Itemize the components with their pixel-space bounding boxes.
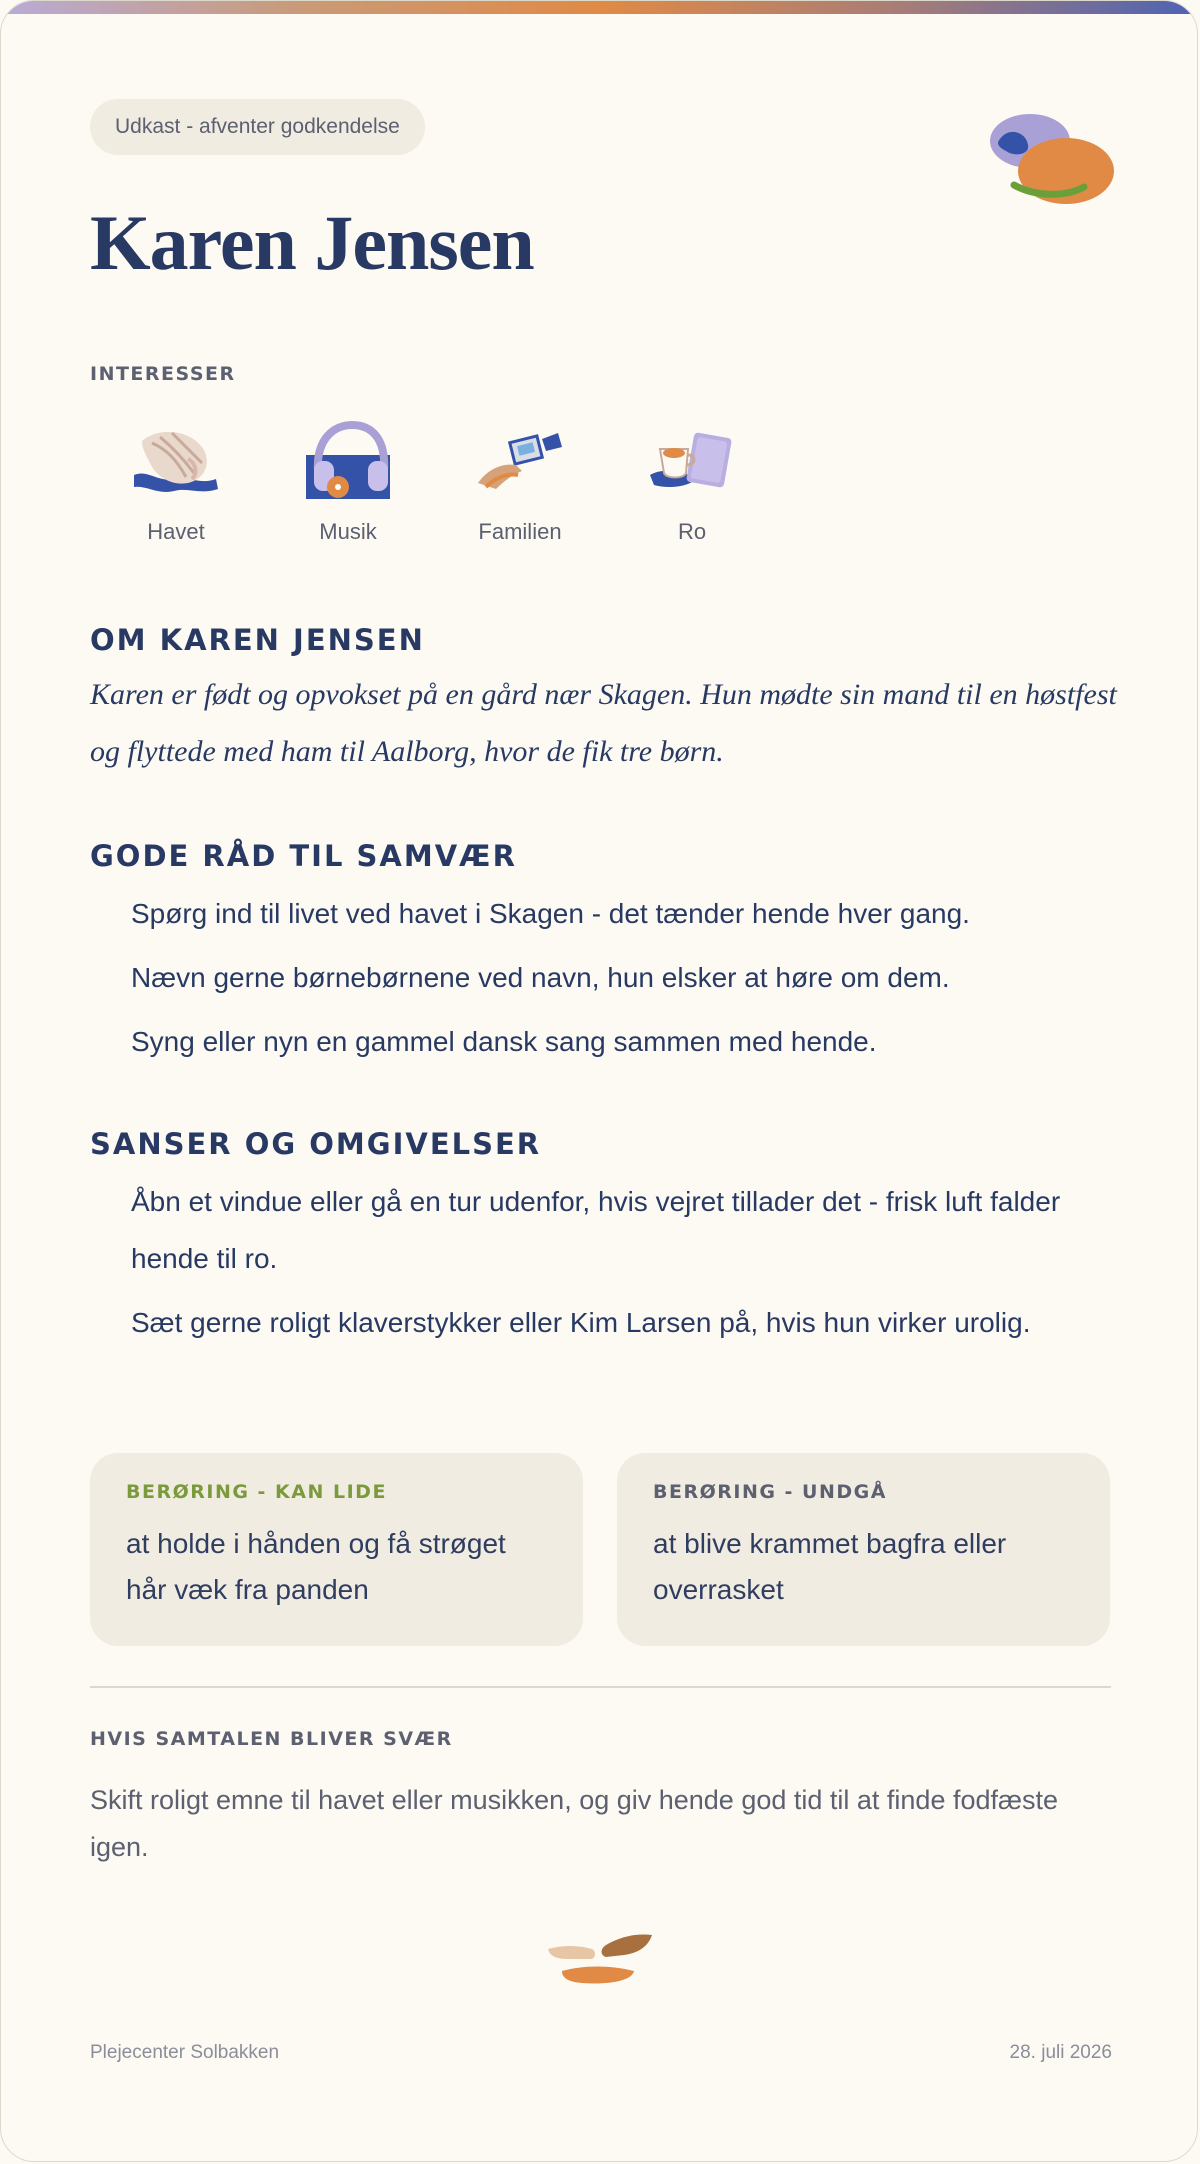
interest-musik <box>262 419 434 543</box>
touch-likes-title: BERØRING - KAN LIDE <box>126 1481 387 1503</box>
touch-avoid-text: at blive krammet bagfra eller overrasket <box>653 1528 1007 1605</box>
difficult-title: HVIS SAMTALEN BLIVER SVÆR <box>90 1728 453 1750</box>
section-divider <box>90 1686 1111 1688</box>
advice-list <box>131 885 1121 1070</box>
seashell-icon <box>128 419 224 501</box>
interest-label: Musik <box>319 519 377 544</box>
advice-title: GODE RÅD TIL SAMVÆR <box>90 839 517 873</box>
touch-avoid-panel <box>617 1453 1110 1646</box>
about-text: Karen er født og opvokset på en gård nær Skagen. Hun mødte sin mand til en høstfest og flyttede med ham til Aalborg, hvor de fik tre børn. <box>90 678 1117 768</box>
interest-familien <box>434 419 606 543</box>
touch-likes-text: at holde i hånden og få strøget hår væk fra panden <box>126 1528 506 1605</box>
status-badge: Udkast - afventer godkendelse <box>90 99 425 155</box>
resident-name: Karen Jensen <box>90 199 534 286</box>
interest-havet <box>90 419 262 543</box>
advice-item: Spørg ind til livet ved havet i Skagen - det tænder hende hver gang. <box>131 898 970 929</box>
about-title: OM KAREN JENSEN <box>90 623 425 657</box>
abstract-blobs-icon <box>988 109 1118 219</box>
interests-title: INTERESSER <box>90 363 236 385</box>
reaching-hands-icon <box>548 1927 654 1989</box>
touch-avoid-title: BERØRING - UNDGÅ <box>653 1481 887 1503</box>
touch-likes-panel <box>90 1453 583 1646</box>
senses-list <box>131 1173 1121 1351</box>
difficult-text: Skift roligt emne til havet eller musikken, og giv hende god tid til at finde fodfæste igen. <box>90 1785 1059 1862</box>
advice-item: Syng eller nyn en gammel dansk sang sammen med hende. <box>131 1026 877 1057</box>
interest-label: Ro <box>677 519 707 544</box>
tea-book-icon <box>644 419 740 501</box>
gradient-top-bar <box>1 1 1197 14</box>
senses-item: Sæt gerne roligt klaverstykker eller Kim Larsen på, hvis hun virker urolig. <box>131 1307 1031 1338</box>
advice-item: Nævn gerne børnebørnene ved navn, hun elsker at høre om dem. <box>131 962 950 993</box>
facility-name: Plejecenter Solbakken <box>90 2042 280 2063</box>
document-date: 28. juli 2026 <box>1009 2042 1112 2063</box>
interest-label: Familien <box>478 519 562 544</box>
senses-item: Åbn et vindue eller gå en tur udenfor, hvis vejret tillader det - frisk luft falder hende til ro. <box>131 1186 1061 1274</box>
holding-hands-photo-icon <box>472 419 568 501</box>
headphones-icon <box>300 419 396 501</box>
interest-label: Havet <box>147 519 205 544</box>
senses-title: SANSER OG OMGIVELSER <box>90 1127 542 1161</box>
interest-ro <box>606 419 778 543</box>
interests-list <box>90 419 778 543</box>
